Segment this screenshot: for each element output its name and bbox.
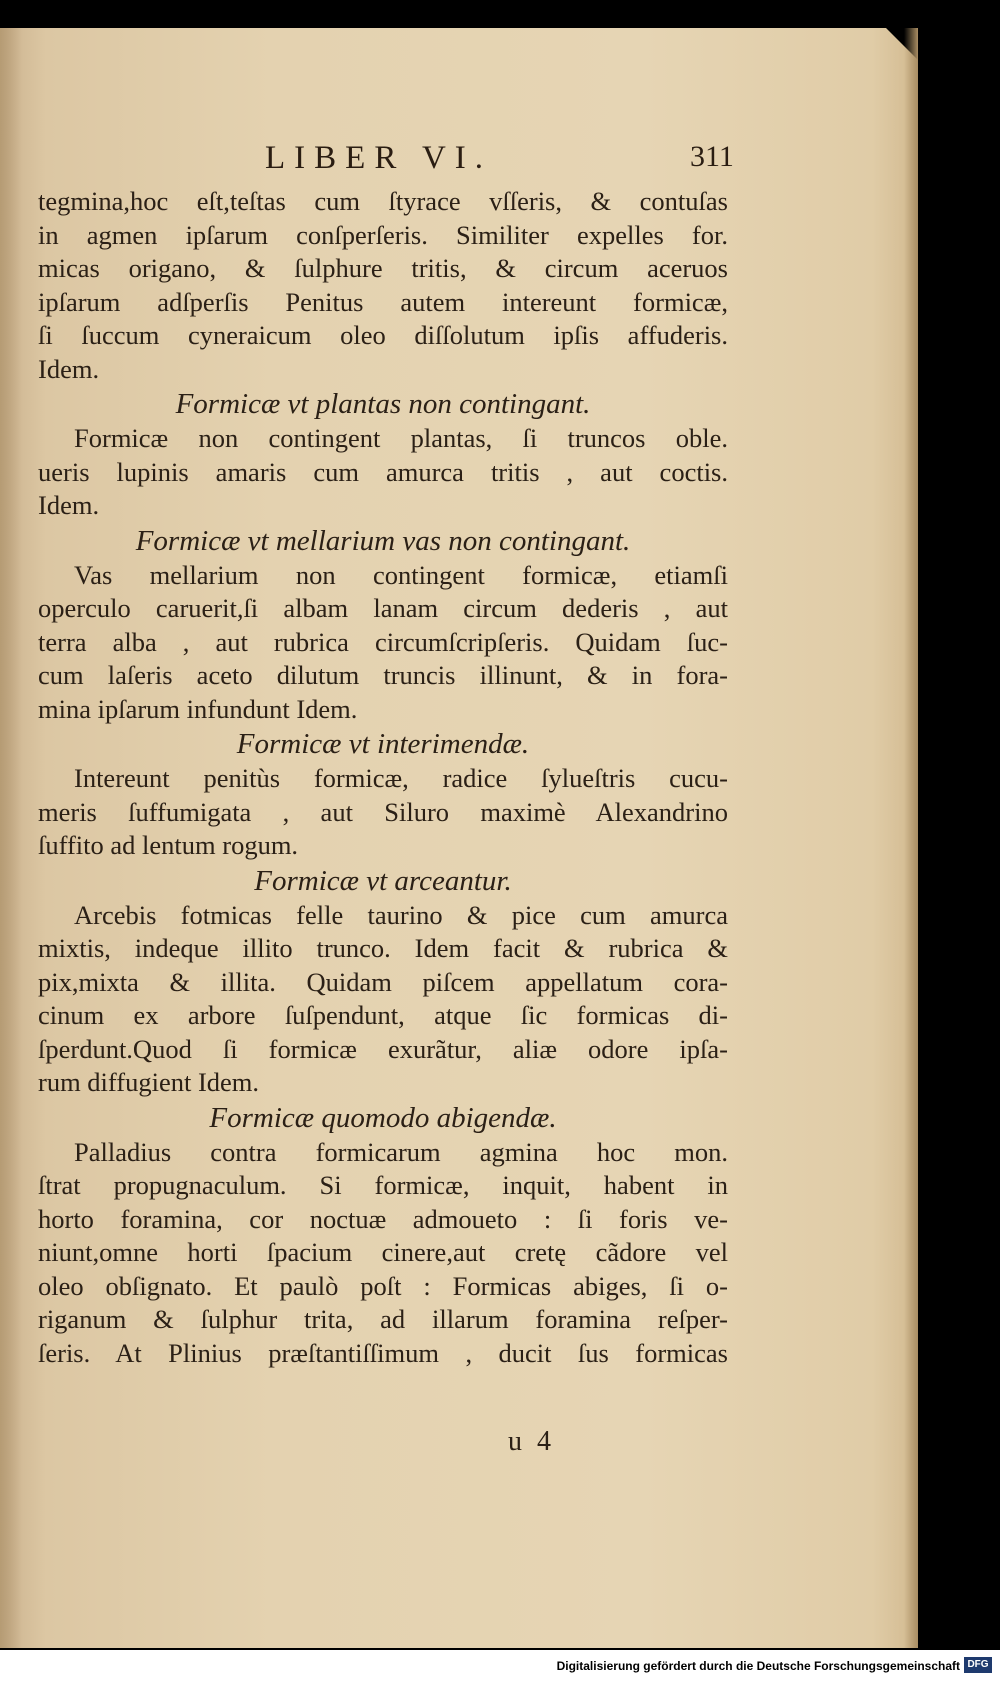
text-line: terra alba , aut rubrica circumſcripſeris. Quidam ſuc- [38, 626, 728, 657]
paragraph-first-line: Vas mellarium non contingent formicæ, etiamſi [74, 559, 728, 590]
text-line: oleo obſignato. Et paulò poſt : Formicas abiges, ſi o- [38, 1270, 728, 1301]
text-line: ſtrat propugnaculum. Si formicæ, inquit, habent in [38, 1170, 728, 1200]
book-page [0, 28, 918, 1648]
paragraph-first-line: Palladius contra formicarum agmina hoc mon. [74, 1136, 728, 1167]
text-line: ſi ſuccum cyneraicum oleo diſſolutum ipſis affuderis. [38, 320, 728, 350]
section-heading: Formicæ vt interimendæ. [236, 728, 530, 760]
footer-band [0, 1650, 1000, 1687]
text-line: cum laſeris aceto dilutum truncis illinunt, & in fora- [38, 660, 728, 690]
text-line: pix,mixta & illita. Quidam piſcem appellatum cora- [38, 966, 728, 997]
text-line: ſeris. At Plinius præſtantiſſimum , ducit ſus formicas [38, 1337, 728, 1368]
paragraph-first-line: Formicæ non contingent plantas, ſi truncos oble. [74, 423, 728, 453]
text-line: mixtis, indeque illito trunco. Idem facit & rubrica & [38, 933, 728, 963]
text-line: cinum ex arbore ſuſpendunt, atque ſic formicas di- [38, 1000, 728, 1030]
paragraph-first-line: Intereunt penitùs formicæ, radice ſylueſtris cucu- [74, 763, 728, 793]
text-line: ſperdunt.Quod ſi formicæ exurãtur, aliæ odore ipſa- [38, 1033, 728, 1064]
section-heading: Formicæ vt arceantur. [254, 864, 512, 897]
text-line: ueris lupinis amaris cum amurca tritis , aut coctis. [38, 456, 728, 487]
section-heading: Formicæ quomodo abigendæ. [209, 1101, 557, 1134]
body-text [38, 185, 728, 1370]
text-line: niunt,omne horti ſpacium cinere,aut cretę cãdore vel [38, 1237, 728, 1267]
footer-credit: Digitalisierung gefördert durch die Deutsche Forschungsgemeinschaft [556, 1659, 960, 1673]
paragraph-last-line: rum diffugient Idem. [38, 1067, 260, 1097]
section-heading: Formicæ vt mellarium vas non contingant. [135, 524, 631, 557]
text-line: horto foramina, cor noctuæ admoueto : ſi foris ve- [38, 1203, 728, 1234]
signature-mark: u 4 [508, 1426, 555, 1457]
text-line: in agmen ipſarum conſperſeris. Similiter expelles for. [38, 219, 728, 250]
paragraph-last-line: ſuffito ad lentum rogum. [38, 830, 299, 860]
text-line: tegmina,hoc eſt,teſtas cum ſtyrace vſſeris, & contuſas [38, 186, 728, 216]
page-header [0, 140, 918, 180]
page-number: 311 [690, 140, 734, 173]
text-line: micas origano, & ſulphure tritis, & circum aceruos [38, 253, 728, 283]
page-corner [886, 28, 918, 60]
section-heading: Formicæ vt plantas non contingant. [175, 388, 591, 420]
text-line: ipſarum adſperſis Penitus autem intereunt formicæ, [38, 286, 728, 317]
paragraph-first-line: Arcebis fotmicas felle taurino & pice cum amurca [74, 899, 728, 930]
paragraph-last-line: Idem. [38, 353, 100, 384]
paragraph-last-line: Idem. [38, 490, 100, 520]
paragraph-last-line: mina ipſarum infundunt Idem. [38, 693, 358, 724]
running-head: LIBER VI. [265, 140, 493, 176]
dfg-logo: DFG [964, 1657, 992, 1673]
text-line: operculo caruerit,ſi albam lanam circum dederis , aut [38, 593, 728, 623]
text-line: meris ſuffumigata , aut Siluro maximè Alexandrino [38, 796, 728, 827]
text-line: riganum & ſulphur trita, ad illarum foramina reſper- [38, 1304, 728, 1334]
